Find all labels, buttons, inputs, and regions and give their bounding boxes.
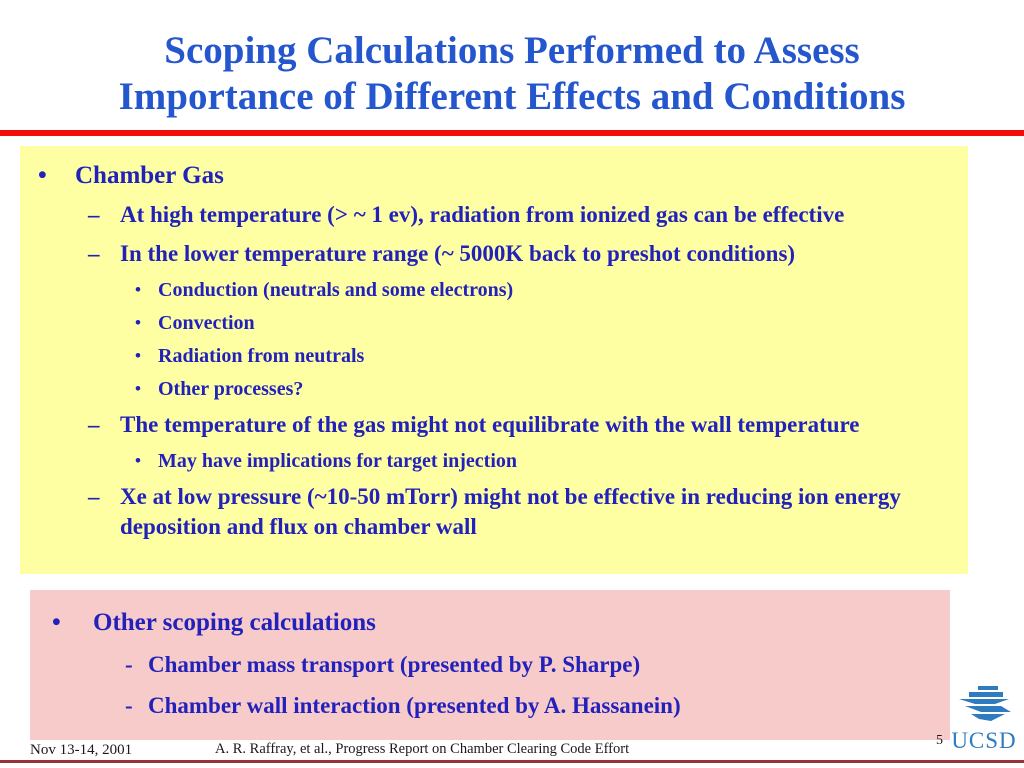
list-item-text: At high temperature (> ~ 1 ev), radiation from ionized gas can be effective <box>120 202 845 227</box>
footer-attribution: A. R. Raffray, et al., Progress Report on Chamber Clearing Code Effort <box>215 741 630 757</box>
disc-bullet-icon: • <box>52 609 61 636</box>
footer-divider-rule <box>0 760 1024 763</box>
list-item-text: The temperature of the gas might not equilibrate with the wall temperature <box>120 411 860 437</box>
list-item <box>20 482 968 542</box>
dash-bullet-icon: – <box>88 240 100 266</box>
other-scoping-panel <box>30 590 950 740</box>
dash-bullet-icon: – <box>88 483 100 509</box>
list-item <box>20 311 968 335</box>
list-item <box>30 692 950 720</box>
page-number: 5 <box>936 733 943 748</box>
list-item-text: Other scoping calculations <box>93 609 376 636</box>
dash-bullet-icon: - <box>125 692 133 718</box>
list-item <box>20 410 968 440</box>
list-item <box>20 278 968 302</box>
disc-bullet-icon: • <box>135 345 141 365</box>
disc-bullet-icon: • <box>135 378 141 398</box>
page-title-line-1: Scoping Calculations Performed to Assess <box>164 29 860 72</box>
dash-bullet-icon: - <box>125 652 133 677</box>
page-title-line-2: Importance of Different Effects and Conditions <box>118 75 906 119</box>
dash-bullet-icon: – <box>88 202 100 227</box>
footer-date: Nov 13-14, 2001 <box>30 742 133 758</box>
ucsd-logo <box>948 686 1020 753</box>
list-item <box>30 608 950 638</box>
list-item-text: Chamber Gas <box>75 162 224 189</box>
list-item <box>20 344 968 368</box>
list-item <box>20 161 968 191</box>
ucsd-logo-icon <box>951 686 1017 722</box>
list-item-text: May have implications for target injection <box>158 449 518 472</box>
disc-bullet-icon: • <box>135 312 141 332</box>
list-item <box>20 239 968 269</box>
page-title <box>0 28 1024 120</box>
chamber-gas-panel <box>20 146 968 574</box>
list-item-text: Other processes? <box>158 377 304 400</box>
list-item-text: Convection <box>158 311 255 334</box>
dash-bullet-icon: – <box>88 411 100 437</box>
ucsd-logo-text: UCSD <box>951 728 1017 753</box>
list-item-text: In the lower temperature range (~ 5000K back to preshot conditions) <box>120 240 796 266</box>
list-item <box>20 377 968 401</box>
list-item-text: Chamber mass transport (presented by P. Sharpe) <box>148 652 641 677</box>
list-item <box>20 200 968 230</box>
list-item <box>30 651 950 679</box>
disc-bullet-icon: • <box>38 162 47 189</box>
list-item-text: Radiation from neutrals <box>158 344 365 367</box>
list-item <box>20 449 968 473</box>
disc-bullet-icon: • <box>135 279 141 299</box>
list-item-text: Conduction (neutrals and some electrons) <box>158 278 514 301</box>
list-item-text: Xe at low pressure (~10-50 mTorr) might not be effective in reducing ion energy deposition and flux on chamber wall <box>120 483 901 539</box>
disc-bullet-icon: • <box>135 450 141 470</box>
list-item-text: Chamber wall interaction (presented by A. Hassanein) <box>148 692 681 718</box>
title-divider-rule <box>0 130 1024 136</box>
